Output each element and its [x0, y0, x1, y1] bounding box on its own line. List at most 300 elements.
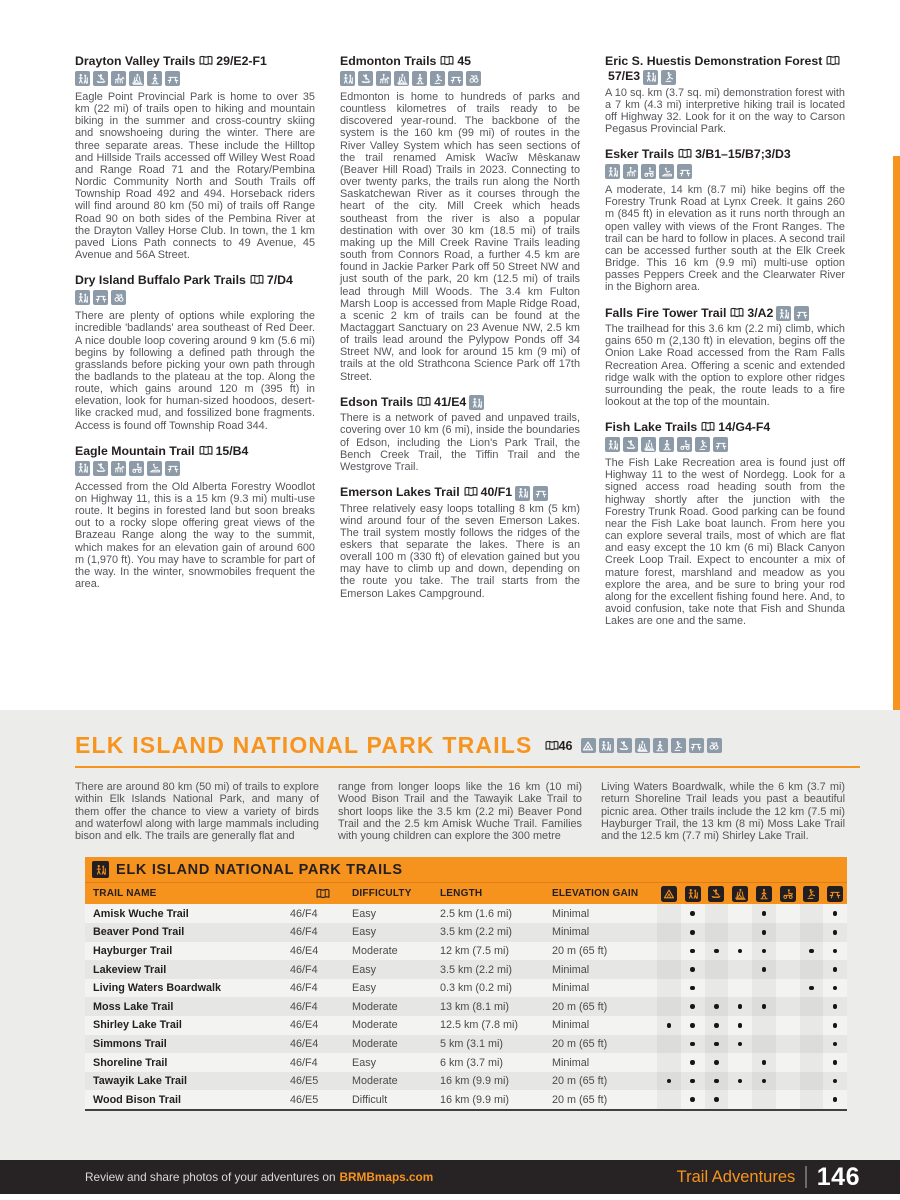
map-ref-label: 45	[457, 54, 472, 68]
trail-entry	[605, 147, 845, 293]
snowmobiling-icon	[659, 164, 674, 179]
activity-cell-skating	[800, 997, 824, 1016]
activity-cell-paddling	[705, 923, 729, 942]
trail-entry	[75, 54, 315, 261]
trail-description: A 10 sq. km (3.7 sq. mi) demonstration forest with a 7 km (4.3 mi) interpretive hiking trail is located off Highway 32. Look for it on the way to Carson Pegasus Provincial Park.	[605, 86, 845, 135]
trail-name: Dry Island Buffalo Park Trails	[75, 273, 246, 288]
length-cell: 3.5 km (2.2 mi)	[440, 923, 552, 942]
paddling-icon	[708, 886, 724, 902]
activity-cell-cross-country-skiing	[728, 942, 752, 961]
trail-name-cell: Hayburger Trail	[85, 942, 290, 961]
trail-name-cell: Living Waters Boardwalk	[85, 979, 290, 998]
activity-dot	[690, 1097, 695, 1102]
activity-dot	[833, 967, 838, 972]
length-cell: 2.5 km (1.6 mi)	[440, 904, 552, 923]
length-cell: 3.5 km (2.2 mi)	[440, 960, 552, 979]
activity-dot	[690, 911, 695, 916]
trail-name-cell: Simmons Trail	[85, 1035, 290, 1054]
column-3	[605, 54, 845, 639]
footer-message	[85, 1170, 433, 1184]
activity-cell-skating	[800, 1035, 824, 1054]
length-cell: 12 km (7.5 mi)	[440, 942, 552, 961]
activity-cell-camping	[657, 904, 681, 923]
trail-name-cell: Wood Bison Trail	[85, 1090, 290, 1109]
hiking-icon	[685, 886, 701, 902]
activity-dot	[714, 949, 719, 954]
activity-dot	[690, 949, 695, 954]
table-grid	[85, 882, 847, 1111]
map-ref-cell: 46/E4	[290, 942, 352, 961]
activity-cell-camping	[657, 1035, 681, 1054]
activity-dot	[833, 911, 838, 916]
activity-cell-snowshoeing	[752, 979, 776, 998]
activity-cell-snowshoeing	[752, 1072, 776, 1091]
activity-dot	[809, 949, 814, 954]
trail-name: Edmonton Trails	[340, 54, 437, 68]
column-header-camping	[657, 882, 681, 904]
activity-cell-cross-country-skiing	[728, 1053, 752, 1072]
activity-cell-snowshoeing	[752, 1090, 776, 1109]
elevation-cell: 20 m (65 ft)	[552, 1072, 657, 1091]
trail-description: Edmonton is home to hundreds of parks and countless kilometres of trails ready to be discovered year-round. The backbone of the system is the 160 km (99 mi) of routes in the River Valley System which has seen sections of the trail renamed Amisk Wacîw Mêskanaw (Beaver Hill Road) Trails in 2023. Connecting to over twenty parks, the trails run along the North Saskatchewan River as it courses through the heart of the city. Mill Creek which heads southeast from the river is also a popular destination with over 30 km (18.5 mi) of trails making up the Mill Creek Ravine Trails leading south from Connors Road, a further 4.5 km are found in Jackie Parker Park off 50 Street NW and just south of the park, 20 km (12.5 mi) of trails lead through Mill Woods. The 3.4 km Fulton Marsh Loop is accessed from Maple Ridge Road, a scenic 2 km of trails can be found at the Mactaggart Sanctuary on 23 Avenue NW, 2.5 km of trails lead around the Pylypow Ponds off 34 Street NW, and look for around 15 km (9 mi) of trails at the old Strathcona Science Park off 17th Street.	[340, 91, 580, 383]
trail-name-cell: Amisk Wuche Trail	[85, 904, 290, 923]
hiking-icon	[92, 861, 109, 878]
activity-cell-cross-country-skiing	[728, 979, 752, 998]
activity-cell-picnic	[823, 960, 847, 979]
activity-cell-cross-country-skiing	[728, 1090, 752, 1109]
intro-paragraph: Living Waters Boardwalk, while the 6 km (3.7 mi) return Shoreline Trail leads you past a beautiful picnic area. Other trails include the 12 km (7.5 mi) Hayburger Trail, the 13 km (8 mi) Moss Lake Trail and the 12.5 km (7.7 mi) Shirley Lake Trail.	[601, 781, 845, 843]
activity-cell-skating	[800, 942, 824, 961]
activity-dot	[714, 1042, 719, 1047]
activity-cell-cross-country-skiing	[728, 997, 752, 1016]
activity-cell-snowshoeing	[752, 1035, 776, 1054]
map-ref-cell: 46/E4	[290, 1016, 352, 1035]
activity-dot	[809, 986, 814, 991]
snowshoeing-icon	[412, 71, 427, 86]
elevation-cell: 20 m (65 ft)	[552, 1035, 657, 1054]
activity-dot	[690, 967, 695, 972]
intro-paragraph: There are around 80 km (50 mi) of trails to explore within Elk Islands National Park, and many of them offer the chance to view a variety of birds and waterfowl along with large mammals including bison and elk. The trails are generally flat and	[75, 781, 319, 843]
hiking-icon	[340, 71, 355, 86]
map-ref-cell: 46/E5	[290, 1072, 352, 1091]
activity-cell-camping	[657, 1090, 681, 1109]
length-cell: 0.3 km (0.2 mi)	[440, 979, 552, 998]
elevation-cell: Minimal	[552, 1016, 657, 1035]
activity-cell-hiking	[681, 979, 705, 998]
cross-country-skiing-icon	[641, 437, 656, 452]
hiking-icon	[643, 70, 658, 85]
activity-dot	[762, 911, 767, 916]
trail-entry-title	[340, 54, 580, 69]
trail-name: Eric S. Huestis Demonstration Forest	[605, 54, 823, 68]
difficulty-cell: Easy	[352, 960, 440, 979]
activity-dot	[690, 1042, 695, 1047]
activity-dot	[738, 1079, 743, 1084]
section-intro	[0, 768, 900, 842]
activity-dot	[833, 1023, 838, 1028]
activity-dot	[833, 1097, 838, 1102]
trail-name: Falls Fire Tower Trail	[605, 305, 727, 320]
activity-cell-cross-country-skiing	[728, 923, 752, 942]
intro-paragraph: range from longer loops like the 16 km (10 mi) Wood Bison Trail and the Tawayik Lake Trail to short loops like the 3.5 km (2.2 mi) Beaver Pond Trail and the 2.5 km Amisk Wuche Trail. Families with young children can explore the 300 metre	[338, 781, 582, 843]
difficulty-cell: Difficult	[352, 1090, 440, 1109]
activity-cell-snowshoeing	[752, 997, 776, 1016]
activity-cell-cross-country-skiing	[728, 904, 752, 923]
activity-cell-atv	[776, 1016, 800, 1035]
activity-cell-picnic	[823, 1016, 847, 1035]
map-ref-cell: 46/F4	[290, 904, 352, 923]
activity-cell-snowshoeing	[752, 923, 776, 942]
map-ref-label: 57/E3	[608, 69, 641, 83]
length-cell: 16 km (9.9 mi)	[440, 1090, 552, 1109]
activity-cell-cross-country-skiing	[728, 1035, 752, 1054]
trail-entry	[340, 54, 580, 383]
trail-description: The trailhead for this 3.6 km (2.2 mi) climb, which gains 650 m (2,130 ft) in elevation, begins off the Onion Lake Road accessed from the Ram Falls Recreation Area. Offering a scenic and extended ridge walk with the option to explore other ridges surrounding the peak, the route leads to a fire lookout at the top of the mountain.	[605, 323, 845, 408]
trail-entry-title	[75, 444, 315, 459]
skating-icon	[430, 71, 445, 86]
elevation-cell: Minimal	[552, 979, 657, 998]
picnic-icon	[165, 71, 180, 86]
map-ref-cell: 46/F4	[290, 979, 352, 998]
activity-cell-hiking	[681, 942, 705, 961]
activity-cell-hiking	[681, 904, 705, 923]
elevation-cell: 20 m (65 ft)	[552, 997, 657, 1016]
difficulty-cell: Moderate	[352, 1016, 440, 1035]
activity-cell-hiking	[681, 1090, 705, 1109]
activity-cell-cross-country-skiing	[728, 1016, 752, 1035]
length-cell: 5 km (3.1 mi)	[440, 1035, 552, 1054]
picnic-icon	[827, 886, 843, 902]
column-header-paddling	[705, 882, 729, 904]
trail-entry	[340, 395, 580, 473]
wildlife-viewing-icon	[466, 71, 481, 86]
activity-cell-camping	[657, 942, 681, 961]
map-book-icon	[316, 888, 330, 899]
activity-dot	[667, 1079, 672, 1084]
hiking-icon	[605, 437, 620, 452]
activity-cell-paddling	[705, 1072, 729, 1091]
activity-cell-camping	[657, 1016, 681, 1035]
column-header-map	[290, 882, 352, 904]
activity-dot	[833, 1042, 838, 1047]
trail-entry-title	[605, 147, 845, 162]
trail-name-cell: Beaver Pond Trail	[85, 923, 290, 942]
trail-name: Drayton Valley Trails	[75, 54, 196, 68]
brmbmaps-link[interactable]: BRMBmaps.com	[339, 1170, 434, 1184]
activity-dot	[762, 949, 767, 954]
activity-dot	[714, 1097, 719, 1102]
skating-icon	[671, 738, 686, 753]
section-label: Trail Adventures	[676, 1167, 796, 1186]
activity-cell-paddling	[705, 1016, 729, 1035]
activity-cell-snowshoeing	[752, 960, 776, 979]
activity-cell-snowshoeing	[752, 904, 776, 923]
map-ref-cell: 46/F4	[290, 960, 352, 979]
trail-name: Fish Lake Trails	[605, 420, 698, 435]
difficulty-cell: Moderate	[352, 1072, 440, 1091]
skating-icon	[661, 70, 676, 85]
cross-country-skiing-icon	[732, 886, 748, 902]
hiking-icon	[75, 290, 90, 305]
picnic-icon	[713, 437, 728, 452]
activity-cell-paddling	[705, 1090, 729, 1109]
trail-description: Eagle Point Provincial Park is home to over 35 km (22 mi) of trails open to hiking and mountain biking in the summer and cross-country skiing and snowshoeing during the winter. There are three separate areas. These include the Hilltop and Hillside Trails accessed off Willey West Road and Range Road 71 and the Rotary/Pembina Nordic Community North and South Trails off Township Road 492 and 494. Horseback riders will find around 80 km (50 mi) of trails off Range Road 90 on both sides of the Pembina River at the Drayton Valley Horse Club. In town, the 1 km paved Lions Path connects to 49 Avenue, 45 Avenue and 56A Street.	[75, 91, 315, 262]
activity-cell-camping	[657, 960, 681, 979]
horseback-riding-icon	[111, 71, 126, 86]
map-book-icon	[199, 55, 213, 66]
activity-cell-hiking	[681, 960, 705, 979]
activity-dot	[762, 1060, 767, 1065]
activity-cell-paddling	[705, 997, 729, 1016]
trail-entry-title	[605, 54, 845, 85]
activity-dot	[738, 1023, 743, 1028]
activity-icons	[605, 164, 845, 179]
activity-dot	[738, 1004, 743, 1009]
map-ref-label: 29/E2-F1	[216, 54, 267, 68]
activity-dot	[833, 930, 838, 935]
table-title: ELK ISLAND NATIONAL PARK TRAILS	[116, 861, 403, 878]
trail-description: Three relatively easy loops totalling 8 km (5 km) wind around four of the seven Emerson Lakes. The trail system mostly follows the ridges of the eskers that separate the lakes. There is an overall 100 m (330 ft) of elevation gained but you may have to climb up and down, depending on the route you take. The trail starts from the Emerson Lakes Campground.	[340, 502, 580, 600]
activity-cell-atv	[776, 1053, 800, 1072]
activity-dot	[833, 986, 838, 991]
activity-cell-skating	[800, 1016, 824, 1035]
difficulty-cell: Moderate	[352, 997, 440, 1016]
column-2	[340, 54, 580, 639]
map-book-icon	[199, 445, 213, 456]
trail-name-cell: Tawayik Lake Trail	[85, 1072, 290, 1091]
activity-dot	[714, 1023, 719, 1028]
cross-country-skiing-icon	[394, 71, 409, 86]
activity-dot	[762, 1079, 767, 1084]
activity-dot	[762, 930, 767, 935]
picnic-icon	[165, 461, 180, 476]
picnic-icon	[794, 306, 809, 321]
hiking-icon	[75, 71, 90, 86]
activity-cell-skating	[800, 1090, 824, 1109]
elk-island-section	[0, 710, 900, 1160]
trail-entry	[605, 420, 845, 627]
activity-icons	[75, 71, 315, 86]
activity-cell-paddling	[705, 960, 729, 979]
map-ref-cell: 46/F4	[290, 1053, 352, 1072]
activity-cell-hiking	[681, 997, 705, 1016]
atv-icon	[677, 437, 692, 452]
trail-name: Esker Trails	[605, 147, 675, 162]
activity-dot	[714, 1060, 719, 1065]
elk-island-trails-table	[85, 857, 847, 1111]
trail-name: Eagle Mountain Trail	[75, 443, 195, 458]
activity-cell-paddling	[705, 904, 729, 923]
map-ref-cell: 46/E5	[290, 1090, 352, 1109]
difficulty-cell: Easy	[352, 979, 440, 998]
activity-icons	[75, 461, 315, 476]
page-footer	[0, 1160, 900, 1194]
elevation-cell: Minimal	[552, 960, 657, 979]
activity-cell-camping	[657, 979, 681, 998]
paddling-icon	[93, 71, 108, 86]
trail-entry-title	[75, 273, 315, 288]
difficulty-cell: Moderate	[352, 942, 440, 961]
activity-dot	[738, 949, 743, 954]
activity-cell-skating	[800, 960, 824, 979]
map-ref-label: 3/A2	[747, 305, 774, 320]
atv-icon	[780, 886, 796, 902]
trail-entry-title	[605, 420, 845, 435]
activity-dot	[690, 1079, 695, 1084]
activity-dot	[690, 930, 695, 935]
trail-entry	[340, 485, 580, 600]
page-number: 146	[816, 1162, 860, 1191]
activity-cell-atv	[776, 1072, 800, 1091]
elevation-cell: Minimal	[552, 923, 657, 942]
map-ref-label: 7/D4	[266, 273, 293, 288]
activity-cell-atv	[776, 979, 800, 998]
difficulty-cell: Moderate	[352, 1035, 440, 1054]
trail-entry-title	[75, 54, 315, 69]
activity-cell-cross-country-skiing	[728, 960, 752, 979]
activity-cell-picnic	[823, 979, 847, 998]
footer-text: Review and share photos of your adventures on	[85, 1170, 336, 1184]
length-cell: 6 km (3.7 mi)	[440, 1053, 552, 1072]
map-book-icon	[678, 148, 692, 159]
elevation-cell: 20 m (65 ft)	[552, 1090, 657, 1109]
column-header-trail-name: TRAIL NAME	[85, 882, 290, 904]
activity-cell-paddling	[705, 1053, 729, 1072]
column-header-cross-country-skiing	[728, 882, 752, 904]
activity-cell-skating	[800, 979, 824, 998]
hiking-icon	[515, 486, 530, 501]
activity-dot	[690, 1004, 695, 1009]
activity-icons	[605, 437, 845, 452]
length-cell: 16 km (9.9 mi)	[440, 1072, 552, 1091]
activity-cell-camping	[657, 1072, 681, 1091]
activity-dot	[833, 1060, 838, 1065]
activity-icons	[75, 290, 315, 305]
horseback-riding-icon	[623, 164, 638, 179]
hiking-icon	[776, 306, 791, 321]
difficulty-cell: Easy	[352, 904, 440, 923]
hiking-icon	[75, 461, 90, 476]
activity-cell-camping	[657, 1053, 681, 1072]
elevation-cell: Minimal	[552, 1053, 657, 1072]
activity-cell-picnic	[823, 1035, 847, 1054]
column-header-hiking	[681, 882, 705, 904]
trail-entry	[605, 306, 845, 409]
cross-country-skiing-icon	[635, 738, 650, 753]
activity-dot	[690, 1060, 695, 1065]
footer-divider	[805, 1166, 807, 1188]
atv-icon	[129, 461, 144, 476]
activity-cell-skating	[800, 1053, 824, 1072]
activity-dot	[714, 1004, 719, 1009]
activity-icons	[340, 71, 580, 86]
activity-dot	[833, 949, 838, 954]
footer-page-info	[677, 1163, 860, 1192]
paddling-icon	[358, 71, 373, 86]
map-ref-cell: 46/E4	[290, 1035, 352, 1054]
map-book-icon	[730, 307, 744, 318]
activity-cell-picnic	[823, 942, 847, 961]
snowshoeing-icon	[659, 437, 674, 452]
map-ref-label: 3/B1–15/B7;3/D3	[695, 147, 791, 162]
difficulty-cell: Easy	[352, 1053, 440, 1072]
trail-name-cell: Moss Lake Trail	[85, 997, 290, 1016]
picnic-icon	[93, 290, 108, 305]
trail-name-cell: Shoreline Trail	[85, 1053, 290, 1072]
activity-cell-skating	[800, 923, 824, 942]
map-ref-label: 40/F1	[480, 485, 513, 500]
skating-icon	[803, 886, 819, 902]
activity-dot	[762, 967, 767, 972]
activity-cell-atv	[776, 997, 800, 1016]
section-title: ELK ISLAND NATIONAL PARK TRAILS	[75, 732, 533, 758]
activity-cell-atv	[776, 923, 800, 942]
activity-cell-picnic	[823, 997, 847, 1016]
column-header-picnic	[823, 882, 847, 904]
map-book-icon	[250, 274, 264, 285]
activity-dot	[667, 1023, 672, 1028]
trail-description: The Fish Lake Recreation area is found just off Highway 11 to the west of Nordegg. Look for a signed access road heading south from the highway shortly after the junction with the Forestry Trunk Road. Good parking can be found near the Fish Lake boat launch. From here you can explore several trails, most of which are flat and easy except the 10 km (6 mi) Black Canyon Creek Loop Trail. Expect to encounter a mix of mature forest, marshland and meadow as you explore the area, and be sure to bring your rod along for the excellent fishing found here. And, to avoid confusion, take note that Fish and Shunda Lakes are one and the same.	[605, 457, 845, 628]
map-ref-cell: 46/F4	[290, 997, 352, 1016]
activity-cell-paddling	[705, 979, 729, 998]
trail-entry-title	[340, 395, 580, 411]
map-book-icon	[464, 486, 478, 497]
table-title-bar	[85, 857, 847, 882]
trail-entry	[605, 54, 845, 135]
activity-cell-atv	[776, 1090, 800, 1109]
map-book-icon	[440, 55, 454, 66]
activity-cell-paddling	[705, 1035, 729, 1054]
cross-country-skiing-icon	[129, 71, 144, 86]
activity-cell-atv	[776, 942, 800, 961]
snowshoeing-icon	[653, 738, 668, 753]
activity-cell-hiking	[681, 1035, 705, 1054]
activity-cell-snowshoeing	[752, 1016, 776, 1035]
trail-entry	[75, 444, 315, 590]
snowmobiling-icon	[147, 461, 162, 476]
map-book-icon	[826, 55, 840, 66]
hiking-icon	[605, 164, 620, 179]
column-1	[75, 54, 315, 639]
map-book-icon	[701, 421, 715, 432]
trail-entry	[75, 273, 315, 432]
map-book-icon	[545, 740, 559, 751]
activity-cell-snowshoeing	[752, 942, 776, 961]
activity-cell-skating	[800, 904, 824, 923]
activity-dot	[762, 1004, 767, 1009]
horseback-riding-icon	[376, 71, 391, 86]
activity-dot	[714, 1079, 719, 1084]
wildlife-viewing-icon	[707, 738, 722, 753]
difficulty-cell: Easy	[352, 923, 440, 942]
trail-name-cell: Shirley Lake Trail	[85, 1016, 290, 1035]
activity-cell-picnic	[823, 1072, 847, 1091]
atv-icon	[641, 164, 656, 179]
activity-dot	[833, 1079, 838, 1084]
column-header-elevation: ELEVATION GAIN	[552, 882, 657, 904]
trail-entry-title	[605, 306, 845, 322]
paddling-icon	[617, 738, 632, 753]
trail-description: There are plenty of options while exploring the incredible 'badlands' area southeast of Red Deer. A nice double loop covering around 9 km (5.6 mi) begins by following a defined path through the grasslands before picking your own path through the badlands to the plateau at the top. Along the route, which gains around 120 m (395 ft) in elevation, look for human-sized hoodoos, desert-like cracked mud, and fossilized bone fragments. Access is found off Township Road 344.	[75, 310, 315, 432]
column-header-length: LENGTH	[440, 882, 552, 904]
section-map-ref	[541, 739, 573, 753]
activity-cell-cross-country-skiing	[728, 1072, 752, 1091]
trail-description: A moderate, 14 km (8.7 mi) hike begins off the Forestry Trunk Road at Lynx Creek. It gains 260 m (845 ft) in elevation as it runs north through an open valley with views of the Front Ranges. The trail can be hard to follow in places. A second trail can be accessed further south at the Elk Creek Bridge. This 16 km (9.9 mi) multi-use option passes Peppers Creek and the Clearwater River in the Bighorn area.	[605, 184, 845, 294]
activity-cell-atv	[776, 1035, 800, 1054]
paddling-icon	[93, 461, 108, 476]
picnic-icon	[677, 164, 692, 179]
trail-name: Edson Trails	[340, 394, 414, 409]
